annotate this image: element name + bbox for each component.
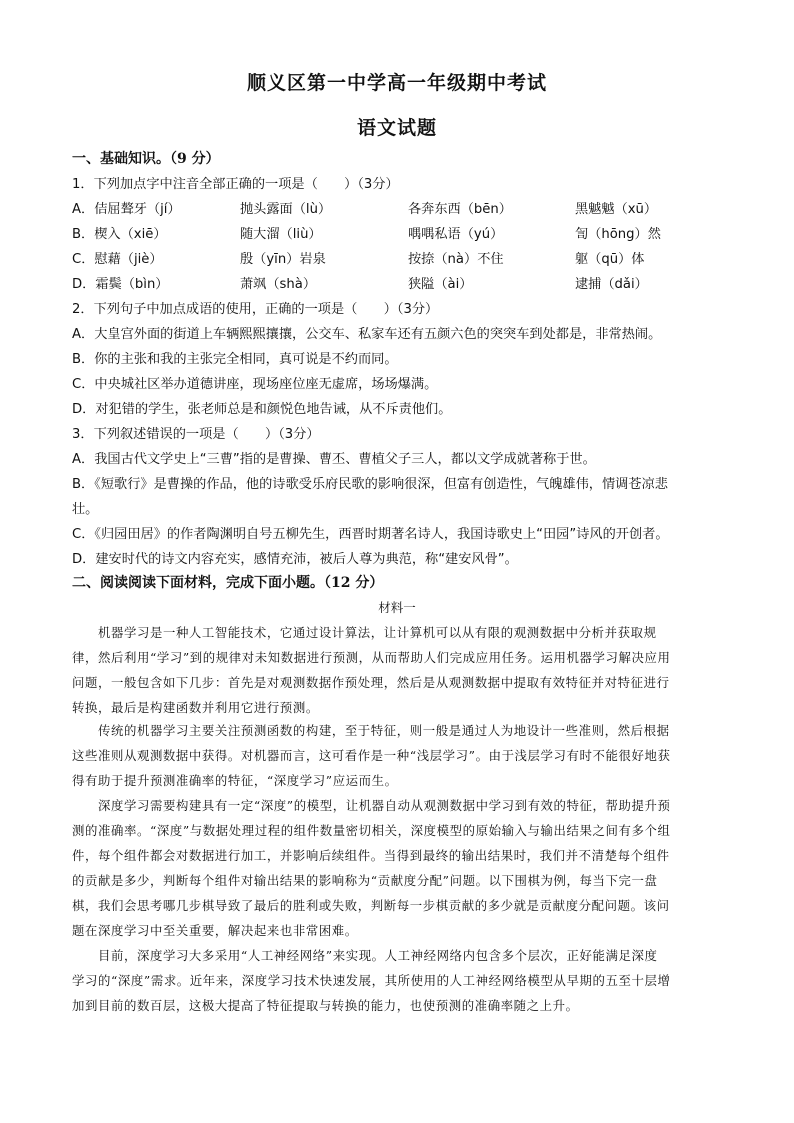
q1-a-item-4: 黑魆魆（xū） [575, 202, 658, 217]
paragraph-3-line: 测的准确率。“深度”与数据处理过程的组件数量密切相关，深度模型的原始输入与输出结果之间有多个组 [72, 823, 671, 838]
paragraph-1 [72, 620, 722, 720]
material-title: 材料一 [378, 600, 416, 615]
paragraph-4 [72, 943, 722, 1018]
q1-b-item-1: B．楔入（xiē） [72, 227, 167, 242]
paragraph-2-line: 得有助于提升预测准确率的特征，“深度学习”应运而生。 [72, 773, 398, 788]
q1-c-item-2: 殷（yīn）岩泉 [240, 252, 326, 267]
question-1-row-a [72, 198, 712, 216]
section-1-heading: 一、基础知识。（9 分） [72, 151, 220, 167]
paragraph-3-line: 题在深度学习中至关重要，解决起来也非常困难。 [72, 923, 358, 938]
question-3-option-b: B．《短歌行》是曹操的作品，他的诗歌受乐府民歌的影响很深，但富有创造性，气魄雄伟，情调苍凉悲 [72, 477, 668, 492]
q1-b-item-3: 喁喁私语（yú） [408, 227, 504, 242]
exam-title: 顺义区第一中学高一年级期中考试 [246, 72, 547, 94]
q1-d-item-3: 狭隘（ài） [408, 277, 473, 292]
section-2-heading: 二、阅读阅读下面材料，完成下面小题。（12 分） [72, 575, 384, 591]
question-1-row-c [72, 248, 712, 266]
q1-c-item-4: 躯（qū）体 [575, 252, 645, 267]
paragraph-3 [72, 793, 722, 943]
paragraph-4-line: 学习的“深度”需求。近年来，深度学习技术快速发展，其所使用的人工神经网络模型从早期的五至十层增 [72, 973, 671, 988]
question-3-stem: 3．下列叙述错误的一项是（ ）（3分） [72, 427, 320, 442]
q1-d-item-4: 逮捕（dǎi） [575, 277, 648, 292]
question-3-option-a: A．我国古代文学史上“三曹”指的是曹操、曹丕、曹植父子三人，都以文学成就著称于世。 [72, 452, 596, 467]
question-2-option-d: D．对犯错的学生，张老师总是和颜悦色地告诫，从不斥责他们。 [72, 402, 452, 417]
q1-c-item-3: 按捺（nà）不住 [408, 252, 504, 267]
question-2-option-b: B．你的主张和我的主张完全相同，真可说是不约而同。 [72, 352, 398, 367]
question-2-option-c: C．中央城社区举办道德讲座，现场座位座无虚席，场场爆满。 [72, 377, 438, 392]
q1-a-item-1: A．佶屈聱牙（jí） [72, 202, 181, 217]
paragraph-1-line: 转换，最后是构建函数并利用它进行预测。 [72, 700, 319, 715]
paragraph-2-line: 这些准则从观测数据中获得。对机器而言，这可看作是一种“浅层学习”。由于浅层学习有时不能很好地获 [72, 748, 671, 763]
q1-d-item-1: D．霜鬓（bìn） [72, 277, 169, 292]
paragraph-4-line: 加到目前的数百层，这极大提高了特征提取与转换的能力，也使预测的准确率随之上升。 [72, 998, 579, 1013]
paragraph-3-line: 深度学习需要构建具有一定“深度”的模型，让机器自动从观测数据中学习到有效的特征，帮助提升预 [98, 798, 671, 813]
q1-d-item-2: 萧飒（shà） [240, 277, 317, 292]
question-2-option-a: A．大皇宫外面的街道上车辆熙熙攘攘，公交车、私家车还有五颜六色的突突车到处都是，非常热闹。 [72, 327, 662, 342]
paragraph-1-line: 律，然后利用“学习”到的规律对未知数据进行预测，从而帮助人们完成应用任务。运用机器学习解决应用 [72, 650, 671, 665]
question-1-stem: 1．下列加点字中注音全部正确的一项是（ ）（3分） [72, 177, 399, 192]
q1-c-item-1: C．慰藉（jiè） [72, 252, 163, 267]
paragraph-3-line: 件，每个组件都会对数据进行加工，并影响后续组件。当得到最终的输出结果时，我们并不清楚每个组件 [72, 848, 670, 863]
q1-a-item-2: 抛头露面（lù） [240, 202, 332, 217]
question-1-row-b [72, 223, 712, 241]
question-2-stem: 2．下列句子中加点成语的使用，正确的一项是（ ）（3分） [72, 302, 439, 317]
question-3-option-d: D．建安时代的诗文内容充实，感情充沛，被后人尊为典范，称“建安风骨”。 [72, 552, 518, 567]
q1-b-item-4: 訇（hōng）然 [575, 227, 661, 242]
paragraph-1-line: 问题，一般包含如下几步：首先是对观测数据作预处理，然后是从观测数据中提取有效特征并对特征进行 [72, 675, 670, 690]
q1-a-item-3: 各奔东西（bēn） [408, 202, 512, 217]
paragraph-2 [72, 718, 722, 793]
question-1-row-d [72, 273, 712, 291]
paragraph-2-line: 传统的机器学习主要关注预测函数的构建，至于特征，则一般是通过人为地设计一些准则，然后根据 [98, 723, 670, 738]
paragraph-4-line: 目前，深度学习大多采用“人工神经网络”来实现。人工神经网络内包含多个层次，正好能满足深度 [98, 948, 658, 963]
exam-subtitle: 语文试题 [356, 117, 437, 139]
paragraph-3-line: 的贡献是多少，判断每个组件对输出结果的影响称为“贡献度分配”问题。以下围棋为例，每当下完一盘 [72, 873, 658, 888]
q1-b-item-2: 随大溜（liù） [240, 227, 322, 242]
question-3-option-c: C．《归园田居》的作者陶渊明自号五柳先生，西晋时期著名诗人，我国诗歌史上“田园”诗风的开创者。 [72, 527, 669, 542]
question-3-option-b-cont: 壮。 [72, 502, 99, 517]
paragraph-3-line: 棋，我们会思考哪几步棋导致了最后的胜利或失败，判断每一步棋贡献的多少就是贡献度分配问题。该问 [72, 898, 670, 913]
paragraph-1-line: 机器学习是一种人工智能技术，它通过设计算法，让计算机可以从有限的观测数据中分析并获取规 [98, 625, 657, 640]
